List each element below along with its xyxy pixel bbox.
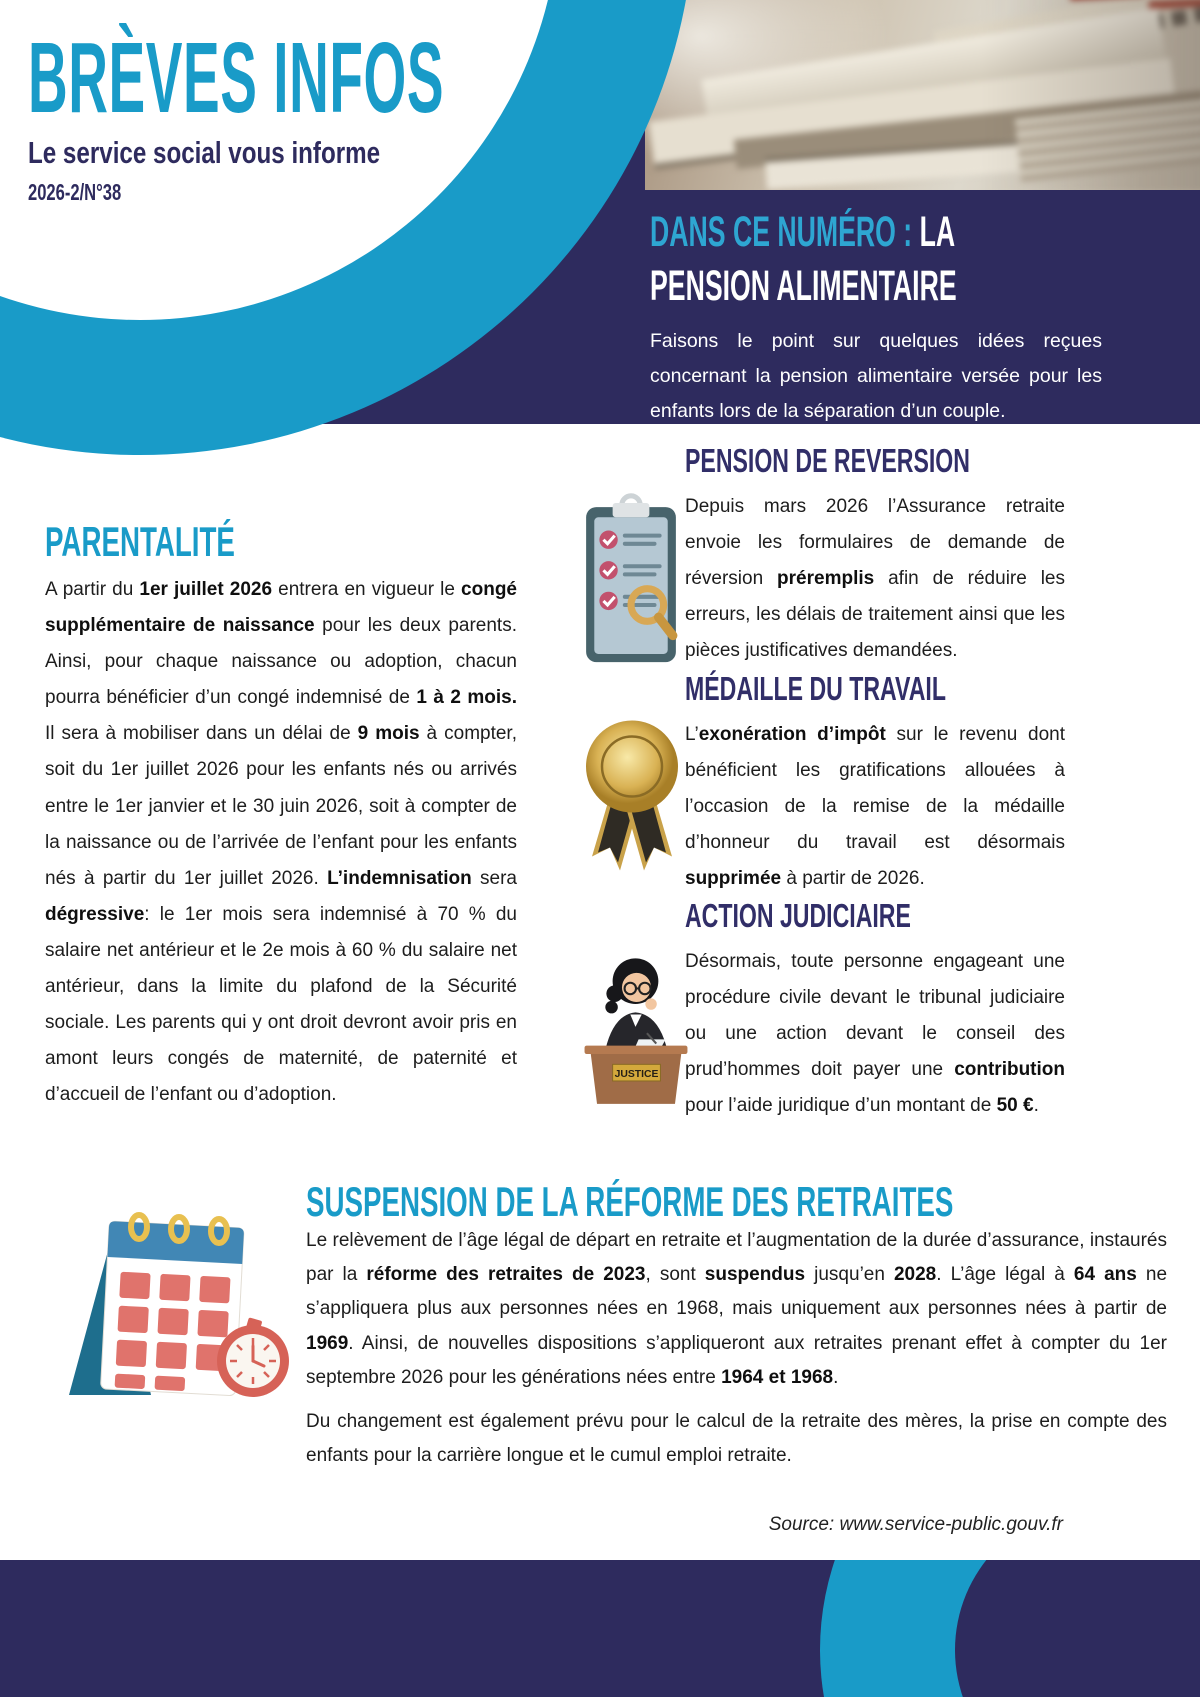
section-suspension-heading-wrap — [306, 1180, 1200, 1224]
section-parentalite-heading-wrap — [45, 520, 333, 564]
section-heading-parentalite: PARENTALITÉ — [45, 518, 235, 565]
section-suspension-body — [306, 1224, 1167, 1473]
toc-label: DANS CE NUMÉRO : — [650, 208, 920, 256]
toc-title: LA PENSION ALIMENTAIRE — [650, 208, 957, 310]
section-medaille-heading-wrap — [685, 672, 1058, 707]
section-reversion-body: Depuis mars 2026 l’Assurance retraite envoie les formulaires de demande de réversion préremplis afin de réduire les erreurs, les délais de traitement ainsi que les pièces justificatives demandées. — [685, 496, 1065, 662]
medal-icon — [582, 714, 682, 879]
section-action-heading-wrap — [685, 899, 1008, 934]
calendar-clock-icon — [52, 1205, 294, 1400]
section-parentalite-body: A partir du 1er juillet 2026 entrera en vigueur le congé supplémentaire de naissance pour les deux parents. Ainsi, pour chaque naissance ou adoption, chacun pourra bénéficier d’un congé indemnisé de 1 à 2 mois. Il sera à mobiliser dans un délai de 9 mois à compter, soit du 1er juillet 2026 pour les enfants nés ou arrivés entre le 1er janvier et le 30 juin 2026, soit à compter de la naissance ou de l’arrivée de l’enfant pour les enfants nés à partir du 1er juillet 2026. L’indemnisation sera dégressive: le 1er mois sera indemnisé à 70 % du salaire net antérieur et le 2e mois à 60 % du salaire net antérieur, dans la limite du plafond de la Sécurité sociale. Les parents qui y ont droit devront avoir pris en amont leurs congés de maternité, de paternité et d’accueil de l’enfant ou d’adoption. — [45, 579, 517, 1106]
newsletter-subtitle: Le service social vous informe — [28, 135, 381, 170]
justice-plaque-label: JUSTICE — [614, 1068, 659, 1080]
suspension-paragraph-1: Le relèvement de l’âge légal de départ en retraite et l’augmentation de la durée d’assurance, instaurés par la réforme des retraites de 2023, sont suspendus jusqu’en 2028. L’âge légal à 64 ans ne s’appliquera plus aux personnes nées en 1968, mais uniquement aux personnes nées à partir de 1969. Ainsi, de nouvelles dispositions s’appliqueront aux retraites prenant effet à compter du 1er septembre 2026 pour les générations nées entre 1964 et 1968. — [306, 1230, 1168, 1388]
clipboard-checklist-icon — [580, 490, 682, 670]
section-reversion-heading-wrap — [685, 444, 1092, 479]
toc-heading — [650, 206, 1034, 314]
masthead — [28, 22, 785, 205]
newsletter-title: BRÈVES INFOS — [28, 22, 445, 134]
footer-band — [0, 1560, 1200, 1697]
section-heading-reversion: PENSION DE REVERSION — [685, 442, 970, 479]
judge-justice-icon — [576, 950, 696, 1108]
source-credit: Source: www.service-public.gouv.fr — [768, 1514, 1063, 1535]
footer-ring-hole — [955, 1560, 1200, 1697]
toc-intro: Faisons le point sur quelques idées reçues concernant la pension alimentaire versée pour les enfants lors de la séparation d’un couple. — [650, 329, 1102, 422]
section-action-body: Désormais, toute personne engageant une procédure civile devant le tribunal judiciaire ou une action devant le conseil des prud’hommes doit payer une contribution pour l’aide juridique d’un montant de 50 €. — [685, 951, 1065, 1117]
suspension-paragraph-2: Du changement est également prévu pour le calcul de la retraite des mères, la prise en compte des enfants pour la carrière longue et le cumul emploi retraite. — [306, 1410, 1167, 1467]
issue-number: 2026-2/N°38 — [28, 178, 122, 205]
section-heading-action: ACTION JUDICIAIRE — [685, 897, 911, 934]
toc-block — [650, 206, 1120, 429]
section-medaille-body: L’exonération d’impôt sur le revenu dont bénéficient les gratifications allouées à l’occasion de la remise de la médaille d’honneur du travail est désormais supprimée à partir de 2026. — [685, 724, 1065, 890]
section-heading-medaille: MÉDAILLE DU TRAVAIL — [685, 670, 946, 707]
section-heading-suspension: SUSPENSION DE LA RÉFORME DES RETRAITES — [306, 1178, 954, 1225]
